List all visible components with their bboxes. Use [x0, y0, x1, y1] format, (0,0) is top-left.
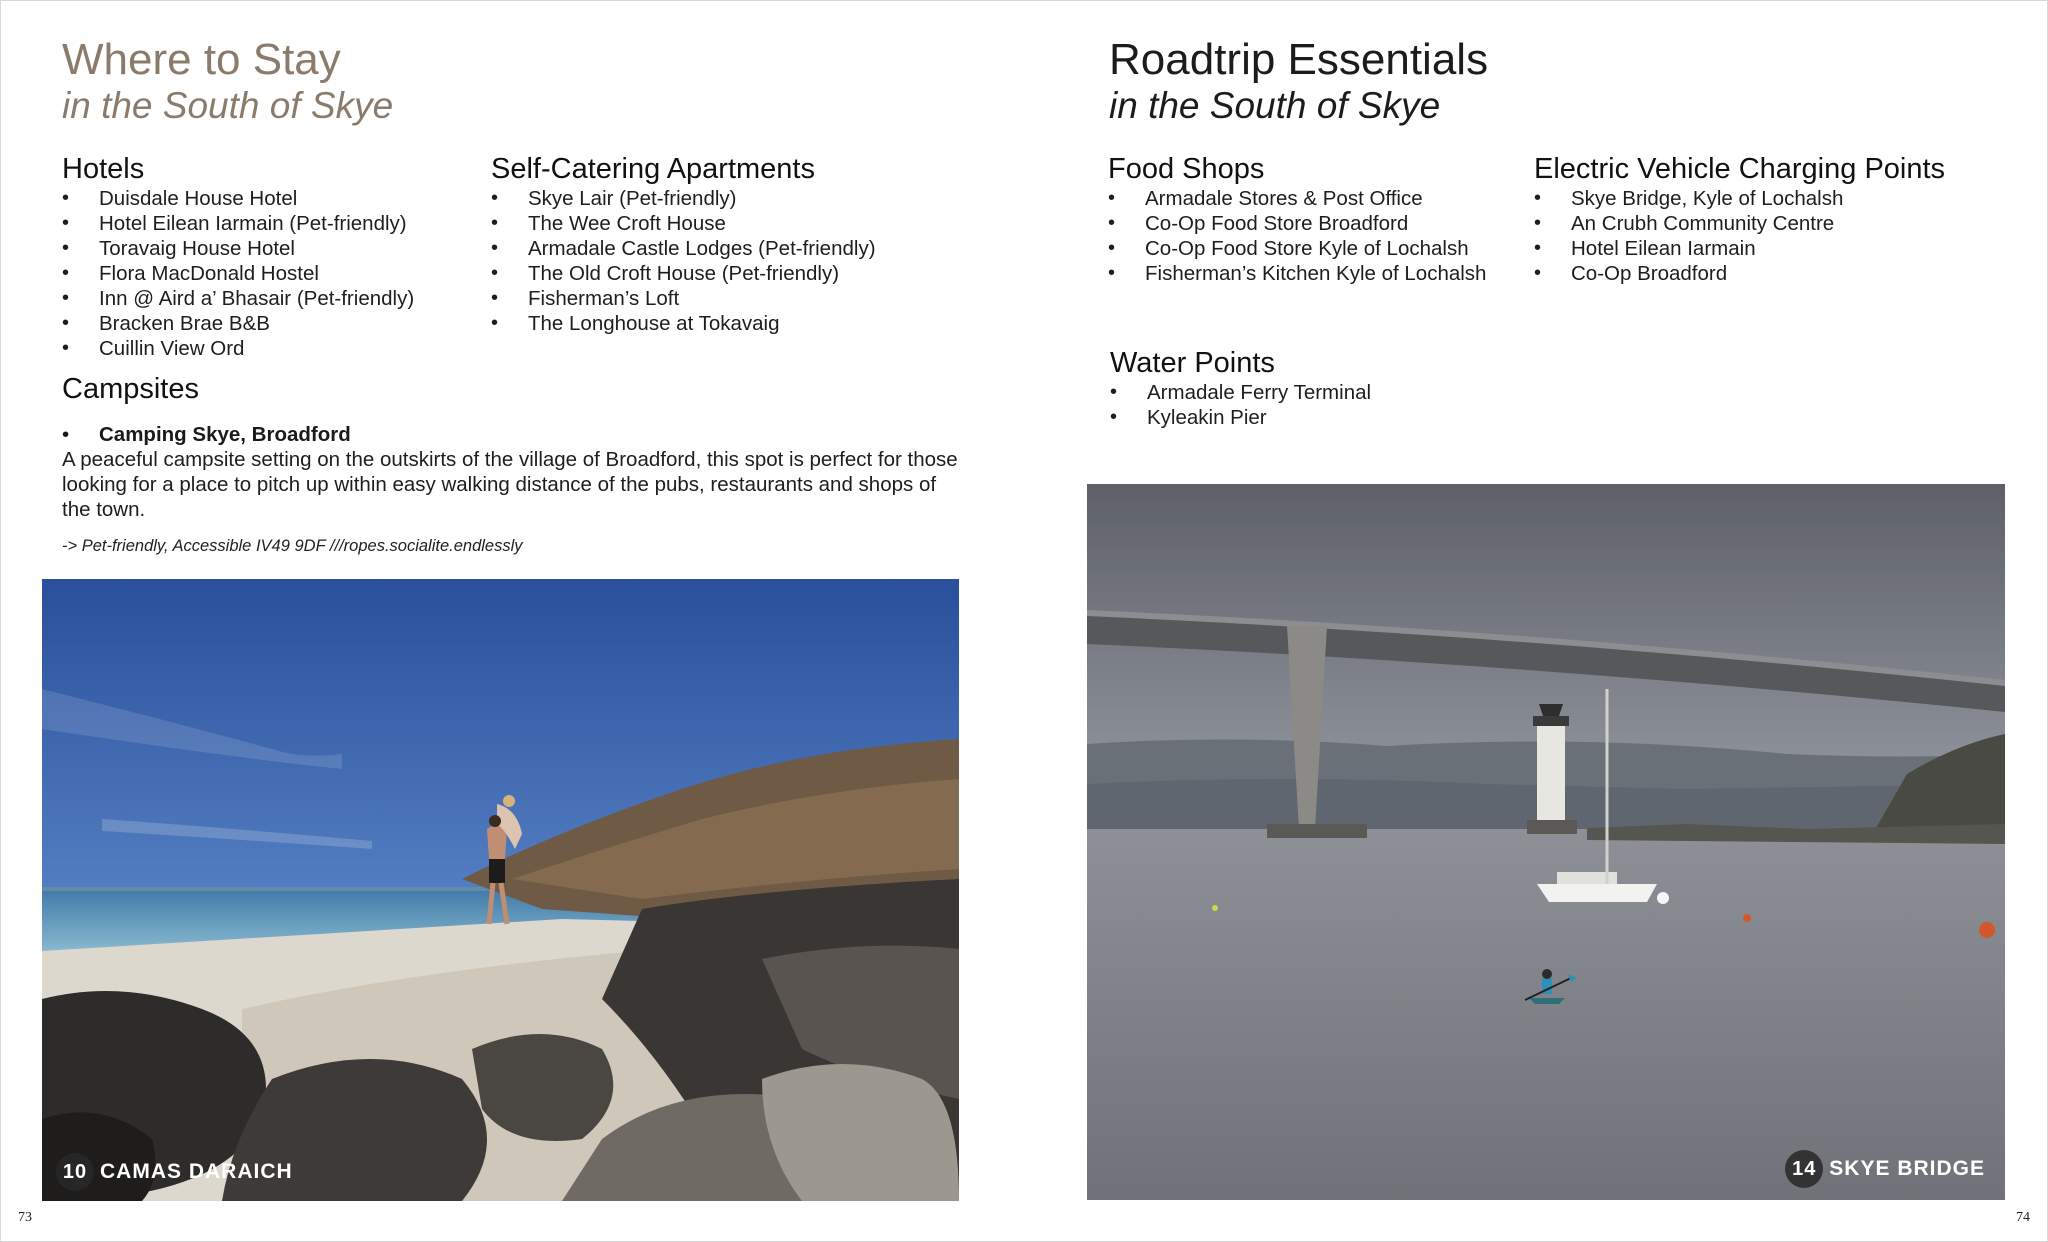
- food-shop-item: • Co-Op Food Store Broadford: [1108, 211, 1486, 236]
- ev-charging-heading: Electric Vehicle Charging Points: [1534, 153, 1946, 185]
- apartment-item: • The Wee Croft House: [491, 211, 876, 236]
- page-number-right: 74: [2016, 1210, 2030, 1225]
- ev-charging-section: [1534, 152, 1945, 286]
- hotel-item: • Bracken Brae B&B: [62, 311, 414, 336]
- right-page-title: [1109, 36, 1488, 128]
- campsite-description: A peaceful campsite setting on the outskirts of the village of Broadford, this spot is perfect for those looking for a place to pitch up within easy walking distance of the pubs, restaurants and shops of the town.: [62, 448, 958, 521]
- water-points-heading: Water Points: [1110, 347, 1275, 379]
- campsites-section: [62, 372, 962, 556]
- hotel-item: • Flora MacDonald Hostel: [62, 261, 414, 286]
- campsite-meta: -> Pet-friendly, Accessible IV49 9DF ///ropes.socialite.endlessly: [62, 537, 523, 555]
- food-shops-heading: Food Shops: [1108, 153, 1265, 185]
- apartment-item: • Armadale Castle Lodges (Pet-friendly): [491, 236, 876, 261]
- skye-bridge-caption: [1785, 1150, 1985, 1188]
- self-catering-section: [491, 152, 876, 336]
- food-shops-section: [1108, 152, 1486, 286]
- ev-point-item: • Hotel Eilean Iarmain: [1534, 236, 1945, 261]
- camas-daraich-photo: [42, 579, 959, 1201]
- where-to-stay-title: Where to Stay: [62, 35, 341, 84]
- self-catering-heading: Self-Catering Apartments: [491, 153, 815, 185]
- hotels-section: [62, 152, 414, 361]
- hotels-list: [62, 186, 414, 361]
- page-number-left: 73: [18, 1210, 32, 1225]
- self-catering-list: [491, 186, 876, 336]
- water-point-item: • Armadale Ferry Terminal: [1110, 380, 1371, 405]
- caption-text: CAMAS DARAICH: [100, 1160, 293, 1183]
- where-to-stay-subtitle: in the South of Skye: [62, 85, 394, 126]
- apartment-item: • Fisherman’s Loft: [491, 286, 876, 311]
- food-shops-list: [1108, 186, 1486, 286]
- camas-daraich-caption: [56, 1153, 293, 1191]
- food-shop-item: • Fisherman’s Kitchen Kyle of Lochalsh: [1108, 261, 1486, 286]
- skye-bridge-photo: [1087, 484, 2005, 1200]
- hotel-item: • Cuillin View Ord: [62, 336, 414, 361]
- food-shop-item: • Co-Op Food Store Kyle of Lochalsh: [1108, 236, 1486, 261]
- caption-number-badge: 14: [1785, 1150, 1823, 1188]
- roadtrip-essentials-subtitle: in the South of Skye: [1109, 85, 1441, 126]
- ev-point-item: • Skye Bridge, Kyle of Lochalsh: [1534, 186, 1945, 211]
- apartment-item: • The Old Croft House (Pet-friendly): [491, 261, 876, 286]
- ev-charging-list: [1534, 186, 1945, 286]
- food-shop-item: • Armadale Stores & Post Office: [1108, 186, 1486, 211]
- ev-point-item: • An Crubh Community Centre: [1534, 211, 1945, 236]
- apartment-item: • Skye Lair (Pet-friendly): [491, 186, 876, 211]
- apartment-item: • The Longhouse at Tokavaig: [491, 311, 876, 336]
- ev-point-item: • Co-Op Broadford: [1534, 261, 1945, 286]
- hotel-item: • Inn @ Aird a’ Bhasair (Pet-friendly): [62, 286, 414, 311]
- left-page-title: [62, 36, 393, 128]
- water-points-list: [1110, 380, 1371, 430]
- caption-number-badge: 10: [56, 1153, 94, 1191]
- campsite-name: • Camping Skye, Broadford: [62, 422, 962, 447]
- hotel-item: • Duisdale House Hotel: [62, 186, 414, 211]
- hotel-item: • Hotel Eilean Iarmain (Pet-friendly): [62, 211, 414, 236]
- campsites-heading: Campsites: [62, 373, 199, 405]
- right-page: [1024, 0, 2048, 1242]
- hotel-item: • Toravaig House Hotel: [62, 236, 414, 261]
- hotels-heading: Hotels: [62, 153, 145, 185]
- roadtrip-essentials-title: Roadtrip Essentials: [1109, 35, 1489, 84]
- caption-text: SKYE BRIDGE: [1829, 1157, 1985, 1180]
- water-points-section: [1110, 346, 1371, 430]
- water-point-item: • Kyleakin Pier: [1110, 405, 1371, 430]
